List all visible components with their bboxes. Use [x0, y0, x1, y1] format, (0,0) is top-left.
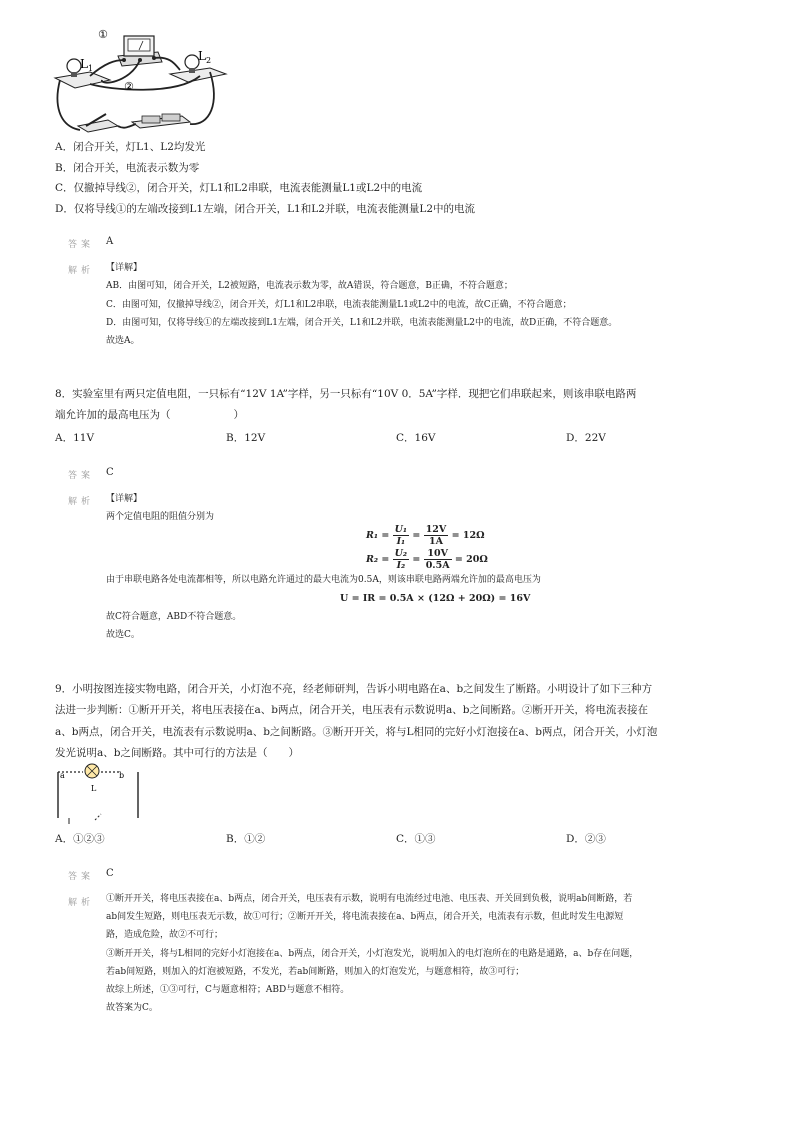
q8-explain-line: 两个定值电阻的阻值分别为 [106, 512, 215, 522]
q7-option-a: A．闭合开关，灯L1、L2均发光 [55, 141, 206, 153]
q7-option-d: D．仅将导线①的左端改接到L1左端，闭合开关，L1和L2并联，电流表能测量L2中的电流 [55, 203, 476, 215]
label-a: a [60, 771, 65, 780]
label-wire-1: ① [98, 28, 108, 41]
label-l: L [91, 784, 97, 793]
q7-option-c: C．仅撤掉导线②，闭合开关，灯L1和L2串联，电流表能测量L1或L2中的电流 [55, 182, 423, 194]
q9-explain-line: 故答案为C。 [106, 1003, 158, 1013]
circuit-figure-q9 [55, 762, 145, 824]
q8-option-d: D．22V [566, 432, 606, 444]
q7-explain-line: C．由图可知，仅撤掉导线②，闭合开关，灯L1和L2串联，电流表能测量L1或L2中的电流，故C正确，不符合题意； [106, 300, 572, 310]
q9-answer-value: C [106, 868, 114, 879]
q7-answer-tag: 答案 [68, 240, 95, 250]
q8-explain-head: 【详解】 [106, 494, 143, 504]
circuit-figure-q7 [50, 8, 230, 138]
q7-answer-value: A [106, 236, 114, 247]
q9-explain-line: 若ab间短路，则加入的灯泡被短路，不发光，若ab间断路，则加入的灯泡发光，与题意相符，故③可行； [106, 967, 525, 977]
label-l2: $L_2$ [198, 49, 212, 65]
q9-answer-tag: 答案 [68, 872, 95, 882]
q8-answer-value: C [106, 467, 114, 478]
q7-explain-line: 故选A。 [106, 336, 140, 346]
q8-answer-tag: 答案 [68, 471, 95, 481]
q8-explain-line: 故C符合题意，ABD不符合题意。 [106, 612, 242, 622]
q9-explain-line: 故综上所述，①③可行，C与题意相符；ABD与题意不相符。 [106, 985, 350, 995]
q9-explain-tag: 解析 [68, 898, 95, 908]
label-wire-2: ② [124, 80, 134, 93]
label-l1: $L_1$ [80, 57, 94, 73]
q8-explain-line: 故选C。 [106, 630, 140, 640]
q7-option-b: B．闭合开关，电流表示数为零 [55, 162, 200, 174]
q8-option-b: B．12V [226, 432, 266, 444]
q9-stem-line: 发光说明a、b之间断路。其中可行的方法是（ ） [55, 747, 299, 759]
q9-explain-line: 路，造成危险，故②不可行； [106, 930, 224, 940]
q7-explain-tag: 解析 [68, 266, 95, 276]
q8-explain-line: 由于串联电路各处电流都相等，所以电路允许通过的最大电流为0.5A，则该串联电路两端允许加的最高电压为 [106, 575, 541, 585]
q8-explain-tag: 解析 [68, 497, 95, 507]
q9-explain-line: ①断开开关，将电压表接在a、b两点，闭合开关，电压表有示数，说明有电流经过电池、电压表、开关回到负极，说明ab间断路，若 [106, 894, 633, 904]
q9-option-a: A．①②③ [55, 833, 105, 845]
q9-option-d: D．②③ [566, 833, 606, 845]
q9-stem-line: a、b两点，闭合开关，电流表有示数说明a、b之间断路。③断开开关，将与L相同的完好小灯泡接在a、b两点，闭合开关，小灯泡 [55, 726, 658, 738]
q8-option-c: C．16V [396, 432, 436, 444]
q9-stem-line: 9．小明按图连接实物电路，闭合开关，小灯泡不亮，经老师研判，告诉小明电路在a、b之间发生了断路。小明设计了如下三种方 [55, 683, 653, 695]
label-b: b [119, 771, 125, 780]
equation-r1: R₁ = $\frac{\text{U₁}}{\text{I₁}}$ = $\frac{12V}{1A}$ = 12Ω [366, 524, 485, 547]
q9-option-b: B．①② [226, 833, 266, 845]
q9-explain-line: ③断开开关，将与L相同的完好小灯泡接在a、b两点，闭合开关，小灯泡发光，说明加入的电灯泡所在的电路是通路，a、b存在问题， [106, 949, 639, 959]
q9-stem-line: 法进一步判断：①断开开关，将电压表接在a、b两点，闭合开关，电压表有示数说明a、b之间断路。②断开开关，将电流表接在 [55, 704, 648, 716]
equation-voltage: U = IR = 0.5A × (12Ω + 20Ω) = 16V [340, 593, 531, 604]
q7-explain-line: AB．由图可知，闭合开关，L2被短路，电流表示数为零，故A错误，符合题意，B正确，不符合题意； [106, 281, 513, 291]
q8-stem-line: 8．实验室里有两只定值电阻，一只标有“12V 1A”字样，另一只标有“10V 0．5A”字样．现把它们串联起来，则该串联电路两 [55, 388, 637, 400]
q8-stem-line: 端允许加的最高电压为（ ） [55, 409, 244, 421]
equation-r2: R₂ = $\frac{\text{U₂}}{\text{I₂}}$ = $\frac{10V}{0.5A}$ = 20Ω [366, 548, 488, 571]
q9-option-c: C．①③ [396, 833, 436, 845]
q9-explain-line: ab间发生短路，则电压表无示数，故①可行；②断开开关，将电流表接在a、b两点，闭合开关，电流表有示数，但此时发生电源短 [106, 912, 624, 922]
q8-option-a: A．11V [55, 432, 95, 444]
q7-explain-line: D．由图可知，仅将导线①的左端改接到L1左端，闭合开关，L1和L2并联，电流表能测量L2中的电流，故D正确，不符合题意。 [106, 318, 618, 328]
q7-explain-line: 【详解】 [106, 263, 143, 273]
